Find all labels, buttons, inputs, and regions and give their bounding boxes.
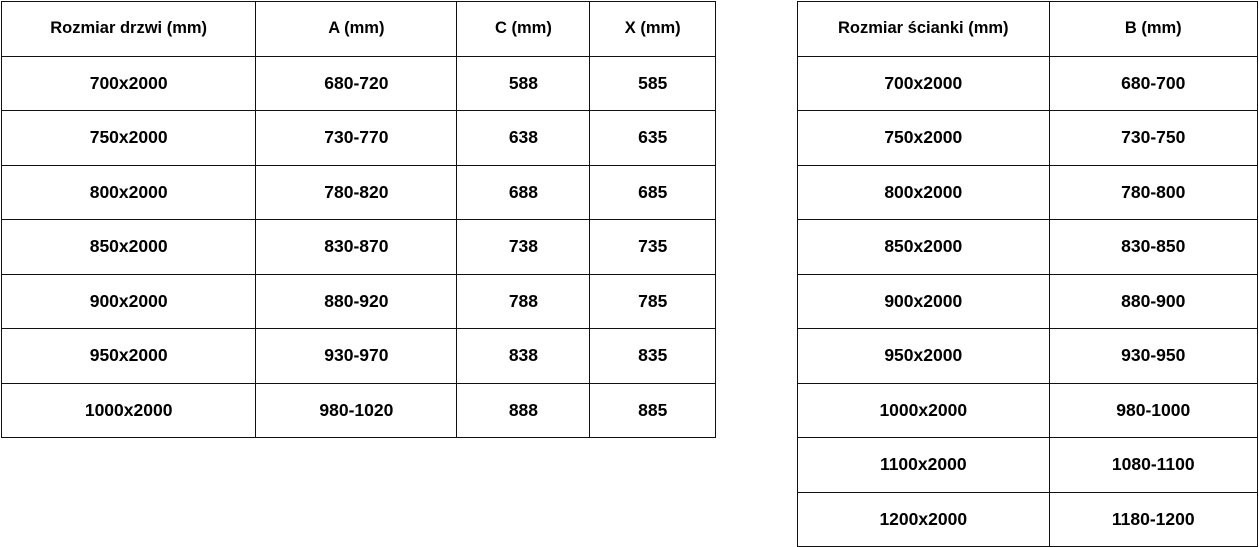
cell-x: 885 (590, 383, 716, 438)
cell-wall-size: 1000x2000 (798, 383, 1050, 438)
cell-door-size: 850x2000 (2, 220, 256, 275)
cell-b: 1180-1200 (1049, 492, 1257, 547)
cell-a: 780-820 (256, 165, 457, 220)
cell-wall-size: 700x2000 (798, 56, 1050, 111)
table-row (2, 165, 716, 220)
column-header-b: B (mm) (1049, 2, 1257, 57)
cell-b: 980-1000 (1049, 383, 1257, 438)
table-row (798, 220, 1258, 275)
table-row (798, 438, 1258, 493)
column-header-door-size: Rozmiar drzwi (mm) (2, 2, 256, 57)
table-row (2, 383, 716, 438)
cell-x: 585 (590, 56, 716, 111)
table-row (798, 492, 1258, 547)
table-row (798, 329, 1258, 384)
column-header-c: C (mm) (457, 2, 590, 57)
cell-c: 888 (457, 383, 590, 438)
table-row (2, 220, 716, 275)
column-header-wall-size: Rozmiar ścianki (mm) (798, 2, 1050, 57)
cell-c: 688 (457, 165, 590, 220)
table-row (798, 111, 1258, 166)
cell-c: 838 (457, 329, 590, 384)
table-row (2, 56, 716, 111)
cell-x: 685 (590, 165, 716, 220)
table-row (798, 274, 1258, 329)
cell-wall-size: 950x2000 (798, 329, 1050, 384)
cell-a: 980-1020 (256, 383, 457, 438)
table-row (798, 165, 1258, 220)
cell-door-size: 950x2000 (2, 329, 256, 384)
cell-b: 830-850 (1049, 220, 1257, 275)
cell-c: 738 (457, 220, 590, 275)
cell-b: 680-700 (1049, 56, 1257, 111)
cell-door-size: 1000x2000 (2, 383, 256, 438)
cell-c: 588 (457, 56, 590, 111)
cell-b: 880-900 (1049, 274, 1257, 329)
cell-c: 788 (457, 274, 590, 329)
cell-b: 930-950 (1049, 329, 1257, 384)
cell-wall-size: 750x2000 (798, 111, 1050, 166)
column-header-a: A (mm) (256, 2, 457, 57)
table-row (2, 111, 716, 166)
cell-wall-size: 1100x2000 (798, 438, 1050, 493)
cell-a: 830-870 (256, 220, 457, 275)
cell-b: 1080-1100 (1049, 438, 1257, 493)
table-row (2, 274, 716, 329)
doors-dimensions-table (1, 1, 716, 438)
table-row (2, 329, 716, 384)
cell-wall-size: 1200x2000 (798, 492, 1050, 547)
cell-wall-size: 900x2000 (798, 274, 1050, 329)
cell-x: 785 (590, 274, 716, 329)
walls-dimensions-table (797, 1, 1258, 547)
cell-b: 780-800 (1049, 165, 1257, 220)
cell-door-size: 900x2000 (2, 274, 256, 329)
cell-wall-size: 800x2000 (798, 165, 1050, 220)
cell-door-size: 750x2000 (2, 111, 256, 166)
table-row (798, 56, 1258, 111)
cell-door-size: 800x2000 (2, 165, 256, 220)
cell-a: 880-920 (256, 274, 457, 329)
cell-x: 835 (590, 329, 716, 384)
table-header-row (798, 2, 1258, 57)
cell-door-size: 700x2000 (2, 56, 256, 111)
cell-x: 735 (590, 220, 716, 275)
cell-x: 635 (590, 111, 716, 166)
cell-wall-size: 850x2000 (798, 220, 1050, 275)
table-row (798, 383, 1258, 438)
cell-a: 680-720 (256, 56, 457, 111)
cell-b: 730-750 (1049, 111, 1257, 166)
cell-a: 930-970 (256, 329, 457, 384)
cell-c: 638 (457, 111, 590, 166)
column-header-x: X (mm) (590, 2, 716, 57)
table-header-row (2, 2, 716, 57)
cell-a: 730-770 (256, 111, 457, 166)
